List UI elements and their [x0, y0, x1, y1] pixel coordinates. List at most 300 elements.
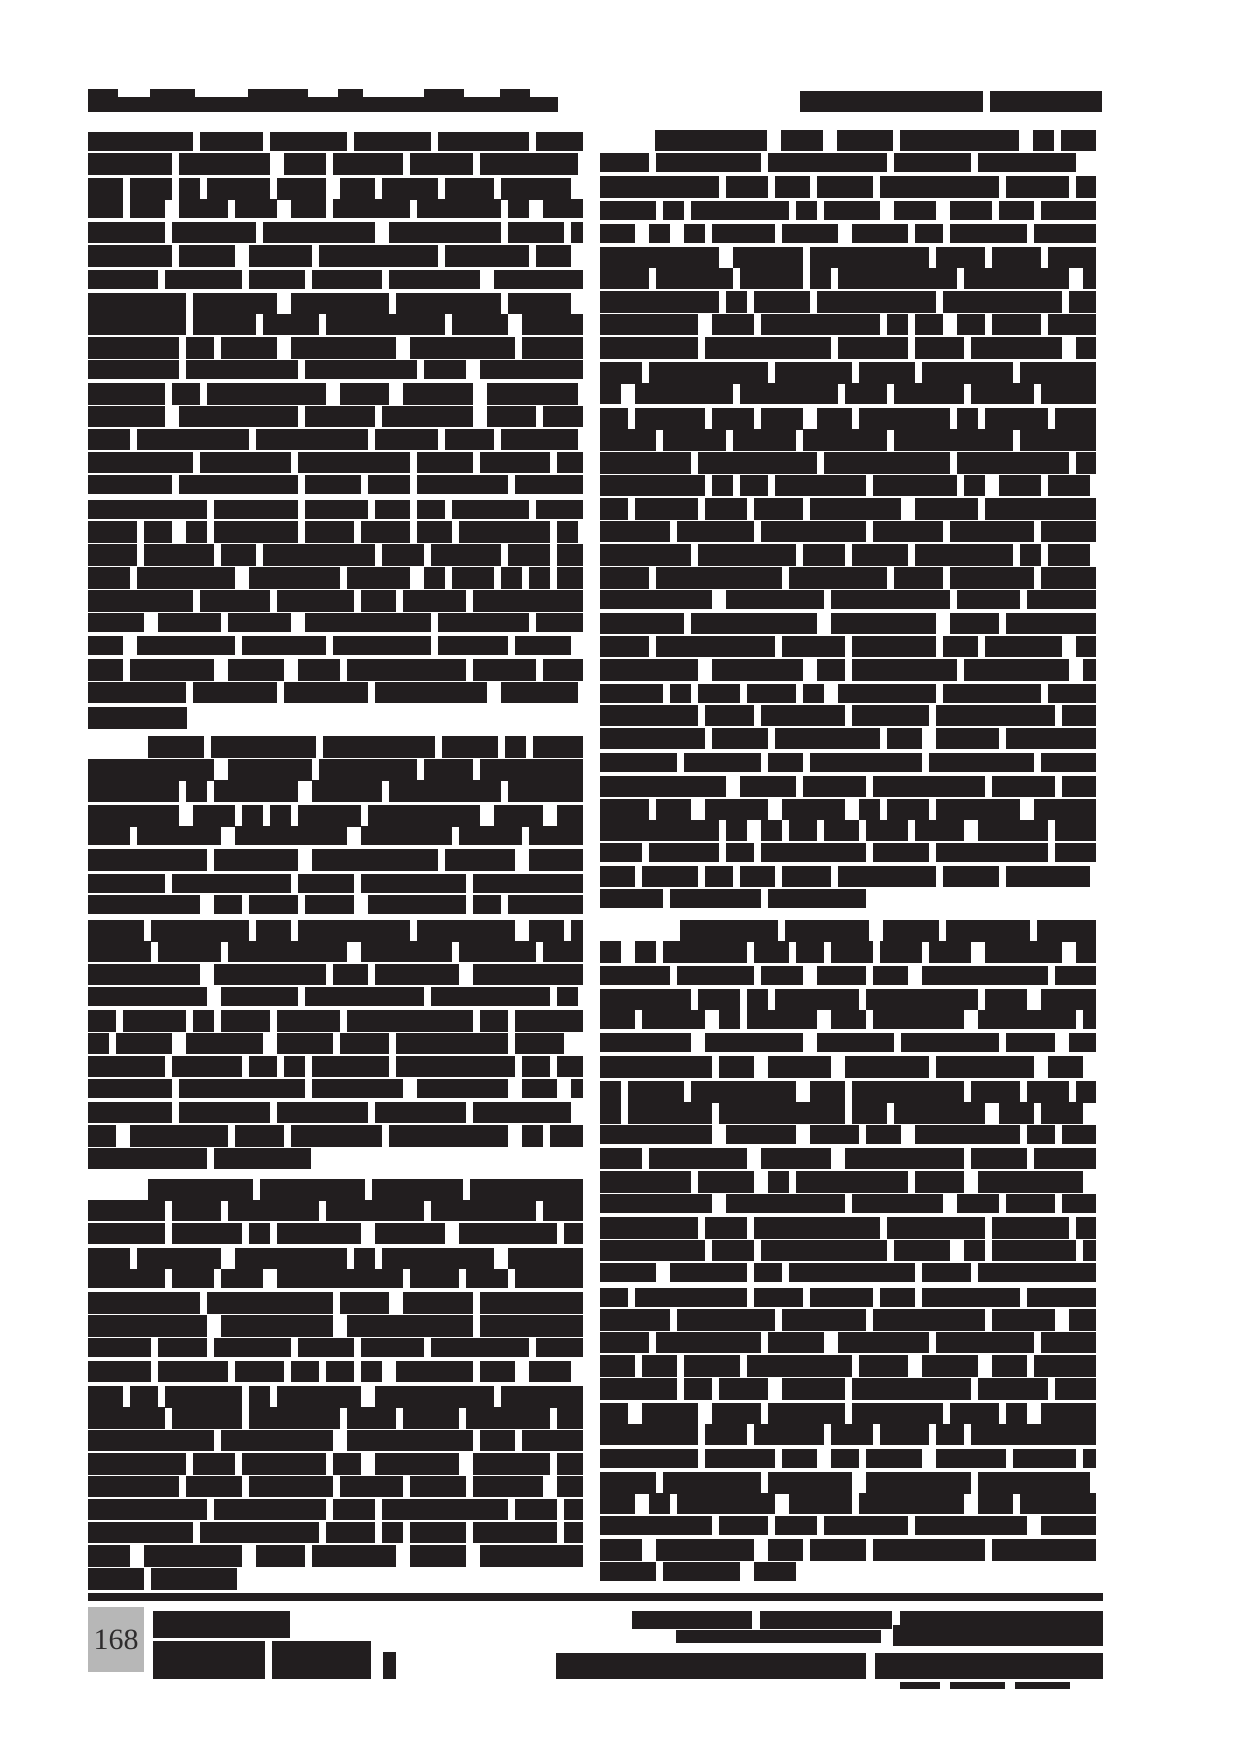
redacted-text-line [368, 475, 410, 494]
redacted-text-line [656, 799, 691, 820]
redacted-text-line [978, 1263, 1096, 1282]
page-number-box [88, 1607, 144, 1672]
redacted-text-line [775, 728, 880, 749]
redacted-text-line [214, 849, 298, 871]
redacted-text-line [803, 429, 887, 451]
redacted-header-segment [990, 91, 1102, 112]
redacted-text-line [291, 1361, 319, 1382]
redacted-text-line [887, 1217, 985, 1239]
redacted-text-line [600, 362, 642, 384]
redacted-text-line [445, 429, 494, 450]
redacted-text-line [515, 1033, 564, 1054]
redacted-text-line [810, 1288, 873, 1307]
redacted-text-line [179, 475, 298, 494]
redacted-text-line [249, 1476, 333, 1497]
redacted-text-line [319, 245, 438, 267]
redacted-text-line [88, 199, 123, 218]
redacted-text-line [480, 153, 578, 175]
redacted-text-line [789, 1493, 852, 1514]
redacted-text-line [824, 452, 950, 474]
redacted-header-segment [800, 91, 983, 112]
redacted-text-line [635, 383, 733, 404]
redacted-text-line [712, 475, 733, 496]
redacted-text-line [1062, 1125, 1096, 1144]
redacted-text-line [600, 153, 649, 172]
redacted-text-line [929, 753, 1034, 772]
redacted-text-line [810, 1081, 845, 1103]
redacted-text-line [1027, 1125, 1055, 1144]
redacted-text-line [382, 1499, 508, 1520]
redacted-text-line [564, 1223, 583, 1244]
redacted-text-line [1006, 613, 1096, 634]
redacted-text-line [277, 1010, 340, 1032]
redacted-text-line [740, 383, 838, 404]
redacted-text-line [866, 1449, 922, 1468]
redacted-text-line [677, 1309, 775, 1331]
redacted-text-line [88, 178, 123, 200]
redacted-text-line [382, 1248, 494, 1269]
redacted-text-line [1048, 1056, 1083, 1078]
redacted-text-line [522, 314, 583, 335]
redacted-text-line [922, 1288, 1020, 1307]
redacted-text-line [992, 1355, 1027, 1377]
redacted-text-line [88, 153, 172, 175]
redacted-text-line [501, 178, 571, 200]
redacted-text-line [810, 268, 831, 289]
redacted-text-line [389, 222, 501, 243]
redacted-text-line [172, 1223, 242, 1244]
redacted-text-line [382, 1522, 403, 1543]
redacted-text-line [831, 1010, 866, 1029]
redacted-text-line [957, 1194, 999, 1213]
redacted-text-line [158, 1361, 228, 1382]
redacted-text-line [298, 659, 340, 681]
redacted-text-line [200, 132, 263, 151]
redacted-text-line [1083, 1240, 1096, 1261]
redacted-text-line [533, 736, 583, 758]
redacted-text-line [522, 1079, 557, 1098]
redacted-text-line [873, 521, 943, 542]
redacted-text-line [361, 826, 452, 845]
redacted-text-line [754, 1288, 803, 1307]
redacted-header-segment [88, 97, 558, 112]
redacted-text-line [705, 1449, 775, 1468]
redacted-text-line [340, 1292, 389, 1314]
redacted-text-line [88, 805, 179, 827]
redacted-text-line [950, 201, 992, 220]
redacted-text-line [151, 920, 249, 942]
redacted-text-line [88, 1269, 165, 1288]
redacted-text-line [557, 544, 583, 566]
redacted-text-line [950, 521, 1034, 542]
redacted-text-line [775, 1516, 817, 1535]
redacted-text-line [508, 293, 571, 314]
redacted-text-line [480, 360, 583, 379]
redacted-text-line [1055, 966, 1096, 985]
footer-divider-rule [88, 1593, 1103, 1601]
redacted-text-line [473, 895, 501, 914]
redacted-text-line [214, 500, 298, 519]
redacted-text-line [999, 201, 1034, 220]
redacted-text-line [1041, 753, 1096, 772]
redacted-text-line [1027, 590, 1096, 609]
redacted-text-line [172, 1407, 242, 1429]
redacted-text-line [600, 201, 656, 220]
redacted-text-line [600, 1472, 656, 1494]
redacted-text-line [235, 1361, 284, 1382]
redacted-text-line [228, 613, 291, 632]
redacted-text-line [179, 153, 270, 175]
redacted-text-line [431, 987, 550, 1006]
redacted-text-line [1006, 866, 1090, 887]
redacted-text-line [684, 753, 761, 772]
redacted-text-line [557, 1407, 583, 1429]
redacted-text-line [305, 360, 417, 379]
redacted-text-line [880, 1424, 929, 1445]
redacted-text-line [936, 247, 985, 268]
redacted-footer-segment [632, 1611, 752, 1629]
redacted-text-line [410, 1269, 459, 1288]
redacted-text-line [214, 780, 298, 802]
redacted-text-line [277, 1269, 403, 1288]
redacted-text-line [1006, 1194, 1055, 1213]
redacted-text-line [172, 874, 291, 893]
redacted-text-line [431, 544, 501, 566]
redacted-text-line [726, 1125, 796, 1144]
redacted-text-line [333, 153, 403, 175]
redacted-text-line [382, 544, 424, 566]
redacted-text-line [719, 1056, 754, 1078]
redacted-text-line [543, 659, 583, 681]
redacted-text-line [859, 408, 950, 430]
redacted-text-line [824, 820, 859, 841]
redacted-text-line [789, 567, 887, 589]
redacted-text-line [165, 270, 242, 289]
redacted-text-line [712, 224, 775, 243]
redacted-text-line [214, 1338, 291, 1357]
redacted-text-line [277, 1386, 361, 1408]
redacted-footer-segment [950, 1682, 1005, 1689]
redacted-text-line [148, 736, 204, 758]
redacted-text-line [263, 222, 375, 243]
redacted-text-line [831, 590, 950, 609]
redacted-text-line [719, 1010, 740, 1029]
redacted-text-line [859, 1493, 964, 1514]
redacted-text-line [796, 201, 817, 220]
redacted-text-line [193, 293, 277, 314]
redacted-text-line [957, 314, 985, 335]
redacted-text-line [782, 1449, 817, 1468]
redacted-text-line [873, 1309, 985, 1331]
redacted-text-line [635, 941, 656, 963]
redacted-text-line [88, 383, 165, 405]
redacted-text-line [88, 1010, 116, 1032]
redacted-text-line [887, 314, 908, 335]
redacted-text-line [1062, 776, 1096, 797]
redacted-text-line [894, 1102, 985, 1124]
redacted-text-line [410, 1545, 466, 1567]
redacted-text-line [522, 1430, 583, 1451]
redacted-text-line [600, 1332, 649, 1353]
redacted-text-line [1041, 1332, 1096, 1353]
redacted-text-line [235, 199, 277, 218]
redacted-text-line [361, 590, 396, 612]
redacted-text-line [445, 245, 529, 267]
redacted-text-line [600, 1539, 642, 1561]
redacted-text-line [137, 429, 249, 450]
redacted-text-line [600, 843, 642, 862]
redacted-text-line [515, 636, 571, 655]
redacted-text-line [894, 567, 943, 589]
redacted-text-line [803, 776, 866, 797]
redacted-text-line [719, 1516, 768, 1535]
redacted-text-line [845, 1148, 964, 1169]
redacted-text-line [1041, 567, 1096, 589]
redacted-text-line [670, 684, 691, 703]
redacted-text-line [424, 759, 473, 781]
redacted-text-line [130, 1125, 228, 1147]
redacted-text-line [628, 1102, 712, 1124]
redacted-text-line [1076, 1217, 1096, 1239]
redacted-text-line [600, 866, 635, 887]
redacted-text-line [600, 684, 663, 703]
redacted-text-line [186, 521, 207, 543]
redacted-text-line [845, 1056, 929, 1078]
redacted-text-line [88, 920, 144, 942]
redacted-text-line [880, 941, 922, 963]
redacted-text-line [417, 475, 508, 494]
redacted-text-line [221, 337, 277, 359]
redacted-text-line [333, 636, 431, 655]
redacted-text-line [88, 1148, 207, 1169]
redacted-text-line [880, 176, 999, 198]
redacted-text-line [845, 383, 887, 404]
redacted-text-line [950, 567, 1034, 589]
redacted-text-line [263, 314, 319, 335]
redacted-text-line [410, 1522, 466, 1543]
redacted-text-line [635, 408, 705, 430]
redacted-text-line [600, 1102, 621, 1124]
redacted-text-line [789, 820, 817, 841]
redacted-text-line [705, 705, 754, 726]
redacted-text-line [158, 941, 221, 962]
redacted-text-line [571, 1079, 583, 1098]
redacted-text-line [600, 799, 649, 820]
redacted-footer-segment [272, 1641, 371, 1679]
redacted-text-line [459, 521, 550, 543]
redacted-text-line [1061, 130, 1096, 151]
redacted-text-line [740, 866, 775, 887]
redacted-text-line [859, 799, 880, 820]
redacted-text-line [600, 1056, 712, 1078]
redacted-text-line [810, 753, 922, 772]
redacted-text-line [691, 201, 789, 220]
redacted-text-line [249, 1223, 270, 1244]
redacted-text-line [557, 1453, 583, 1475]
redacted-text-line [873, 1539, 985, 1561]
redacted-text-line [1083, 659, 1096, 681]
redacted-text-line [684, 1355, 740, 1377]
redacted-text-line [179, 1102, 270, 1123]
redacted-text-line [712, 408, 754, 430]
redacted-text-line [705, 866, 733, 887]
redacted-text-line [172, 1200, 221, 1221]
redacted-text-line [298, 805, 361, 827]
redacted-text-line [88, 521, 137, 543]
redacted-text-line [361, 521, 410, 543]
redacted-text-line [88, 270, 158, 289]
redacted-text-line [600, 1081, 621, 1103]
redacted-footer-segment [893, 1625, 1103, 1646]
redacted-text-line [193, 1453, 235, 1475]
redacted-text-line [761, 314, 880, 335]
redacted-text-line [803, 544, 845, 566]
redacted-text-line [340, 1476, 403, 1497]
redacted-text-line [922, 1263, 971, 1282]
redacted-text-line [515, 475, 583, 494]
redacted-text-line [186, 1033, 263, 1054]
redacted-text-line [600, 176, 719, 198]
redacted-text-line [677, 521, 754, 542]
redacted-text-line [656, 567, 782, 589]
redacted-text-line [88, 1315, 207, 1337]
redacted-text-line [600, 408, 628, 430]
redacted-text-line [656, 1332, 761, 1353]
redacted-text-line [887, 728, 922, 749]
redacted-text-line [936, 799, 1020, 820]
redacted-text-line [950, 1403, 999, 1424]
redacted-text-line [123, 1010, 186, 1032]
redacted-text-line [88, 1200, 165, 1221]
redacted-text-line [838, 268, 957, 289]
redacted-text-line [88, 964, 200, 985]
redacted-text-line [445, 849, 515, 871]
redacted-text-line [536, 613, 583, 632]
redacted-text-line [228, 659, 284, 681]
redacted-text-line [452, 500, 529, 519]
redacted-text-line [417, 452, 473, 473]
redacted-text-line [978, 1493, 1013, 1514]
redacted-text-line [663, 429, 726, 451]
redacted-text-line [438, 132, 529, 151]
redacted-text-line [761, 521, 866, 542]
redacted-text-line [922, 362, 1013, 384]
redacted-text-line [747, 1010, 817, 1029]
redacted-text-line [298, 874, 354, 893]
redacted-text-line [424, 567, 445, 589]
redacted-text-line [873, 475, 957, 496]
redacted-text-line [88, 1361, 151, 1382]
redacted-text-line [88, 1248, 130, 1269]
redacted-text-line [600, 1033, 691, 1052]
redacted-text-line [600, 1171, 691, 1193]
redacted-text-line [992, 1240, 1076, 1261]
redacted-text-line [557, 521, 578, 543]
redacted-text-line [978, 1171, 1083, 1193]
redacted-text-line [186, 337, 214, 359]
redacted-text-line [775, 475, 866, 496]
redacted-text-line [88, 941, 151, 962]
redacted-text-line [782, 1378, 845, 1400]
redacted-text-line [887, 799, 929, 820]
redacted-text-line [515, 1010, 583, 1032]
redacted-text-line [284, 153, 326, 175]
redacted-text-line [978, 1010, 1076, 1029]
redacted-text-line [600, 820, 719, 841]
redacted-text-line [473, 659, 536, 681]
redacted-text-line [221, 987, 298, 1006]
redacted-text-line [88, 895, 200, 914]
redacted-text-line [130, 1386, 158, 1408]
redacted-text-line [214, 521, 298, 543]
redacted-text-line [438, 636, 508, 655]
redacted-text-line [894, 201, 936, 220]
redacted-text-line [852, 1403, 943, 1424]
redacted-text-line [508, 544, 550, 566]
redacted-text-line [600, 224, 635, 243]
redacted-text-line [368, 895, 466, 914]
redacted-text-line [656, 1539, 754, 1561]
redacted-text-line [600, 659, 698, 681]
redacted-text-line [326, 1522, 375, 1543]
redacted-text-line [501, 429, 578, 450]
redacted-text-line [1048, 247, 1096, 268]
redacted-text-line [684, 1378, 712, 1400]
redacted-text-line [249, 1407, 340, 1429]
redacted-text-line [221, 1315, 333, 1337]
redacted-text-line [817, 291, 936, 313]
redacted-text-line [326, 314, 445, 335]
redacted-text-line [915, 544, 1013, 566]
redacted-text-line [1055, 843, 1096, 862]
redacted-text-line [838, 684, 936, 703]
redacted-text-line [719, 1378, 768, 1400]
redacted-text-line [922, 1355, 978, 1377]
redacted-text-line [543, 406, 583, 427]
redacted-text-line [473, 1476, 543, 1497]
redacted-text-line [375, 429, 438, 450]
redacted-text-line [480, 759, 583, 781]
redacted-text-line [347, 1407, 396, 1429]
redacted-text-line [214, 964, 326, 985]
redacted-text-line [1020, 429, 1096, 451]
redacted-text-line [817, 659, 845, 681]
redacted-text-line [270, 805, 291, 827]
redacted-text-line [1027, 1081, 1069, 1103]
redacted-footer-segment [1015, 1682, 1070, 1689]
redacted-text-line [642, 1010, 705, 1029]
redacted-text-line [417, 920, 515, 942]
redacted-text-line [883, 920, 939, 942]
redacted-text-line [480, 1430, 515, 1451]
redacted-text-line [978, 153, 1076, 172]
redacted-text-line [88, 1056, 165, 1077]
redacted-text-line [389, 1125, 508, 1147]
redacted-text-line [649, 1148, 747, 1169]
redacted-text-line [284, 1056, 305, 1077]
redacted-text-line [964, 475, 985, 496]
redacted-text-line [936, 843, 1048, 862]
redacted-text-line [943, 684, 1041, 703]
redacted-text-line [452, 314, 508, 335]
redacted-text-line [277, 1223, 361, 1244]
redacted-text-line [936, 1424, 964, 1445]
redacted-text-line [1076, 941, 1096, 963]
redacted-text-line [522, 1056, 550, 1077]
redacted-text-line [221, 1010, 270, 1032]
redacted-text-line [852, 705, 929, 726]
redacted-text-line [557, 1056, 583, 1077]
